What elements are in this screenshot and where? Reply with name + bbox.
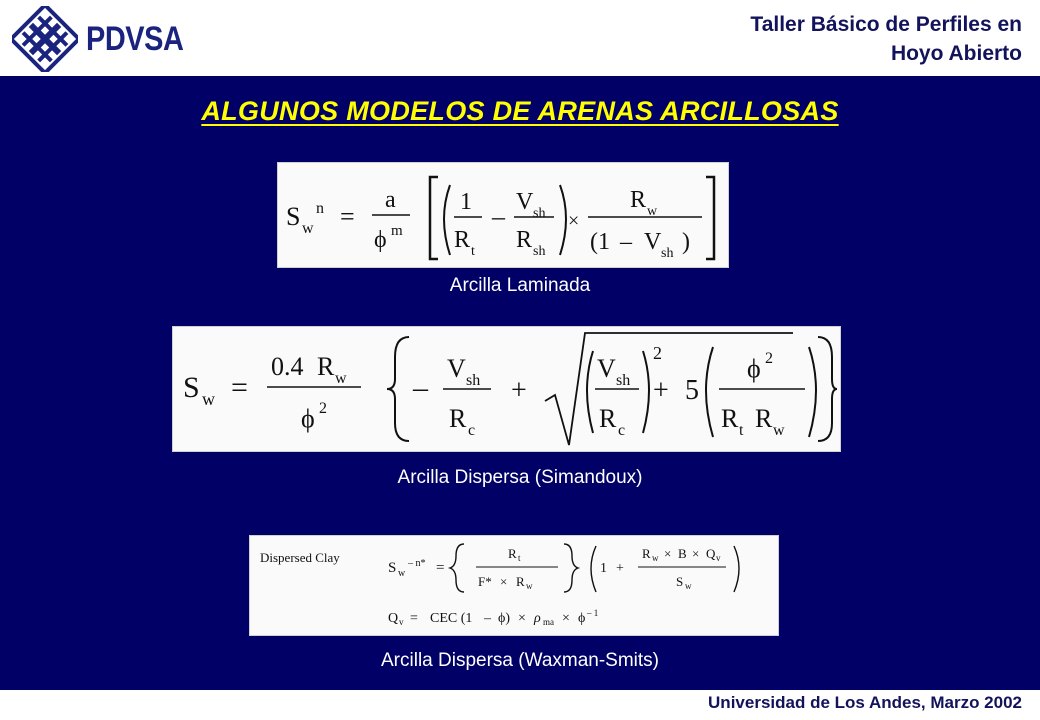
svg-text:n: n — [316, 200, 324, 217]
svg-text:1: 1 — [600, 561, 607, 576]
svg-text:sh: sh — [533, 244, 546, 259]
course-title-line2: Hoyo Abierto — [890, 42, 1022, 65]
svg-text:B: B — [678, 546, 687, 561]
svg-text:R: R — [516, 574, 525, 589]
svg-text:F*: F* — [478, 574, 492, 589]
svg-text:R: R — [454, 227, 471, 253]
svg-text:v: v — [399, 617, 404, 627]
svg-text:ϕ: ϕ — [747, 354, 761, 383]
svg-text:ρ: ρ — [534, 611, 541, 626]
header — [0, 0, 1040, 76]
svg-text:0.4: 0.4 — [271, 352, 304, 381]
svg-text:R: R — [516, 227, 533, 253]
svg-text:ϕ: ϕ — [578, 611, 586, 626]
svg-text:–: – — [492, 202, 505, 231]
svg-text:sh: sh — [533, 206, 546, 221]
svg-text:–: – — [484, 611, 491, 626]
svg-text:2: 2 — [765, 350, 773, 367]
svg-text:1: 1 — [460, 189, 472, 215]
svg-text:ma: ma — [543, 617, 554, 627]
svg-text:ϕ: ϕ — [301, 404, 315, 433]
svg-text:CEC (1: CEC (1 — [430, 611, 473, 626]
svg-text:2: 2 — [653, 343, 662, 363]
svg-text:=: = — [436, 560, 445, 576]
svg-text:+: + — [616, 561, 624, 576]
svg-text:w: w — [647, 204, 658, 219]
svg-text:–: – — [413, 371, 428, 404]
svg-text:sh: sh — [661, 246, 674, 261]
svg-text:sh: sh — [466, 372, 481, 389]
svg-text:Q: Q — [706, 546, 716, 561]
svg-text:(1: (1 — [590, 229, 610, 255]
svg-text:– n*: – n* — [408, 558, 426, 569]
caption-waxman-smits: Arcilla Dispersa (Waxman-Smits) — [381, 650, 659, 671]
svg-text:w: w — [526, 581, 533, 591]
svg-text:c: c — [468, 422, 476, 439]
svg-text:c: c — [618, 422, 626, 439]
svg-text:V: V — [644, 229, 662, 255]
svg-text:R: R — [449, 404, 467, 433]
svg-text:v: v — [716, 553, 721, 563]
slide-heading: ALGUNOS MODELOS DE ARENAS ARCILLOSAS — [201, 96, 839, 126]
svg-text:V: V — [597, 354, 616, 383]
svg-text:ϕ): ϕ) — [498, 611, 511, 626]
svg-text:m: m — [391, 223, 403, 239]
svg-text:w: w — [773, 422, 785, 439]
pdvsa-logo-icon — [12, 6, 78, 72]
logo — [12, 6, 201, 72]
svg-text:V: V — [447, 354, 466, 383]
svg-text:=: = — [410, 611, 418, 626]
svg-text:w: w — [398, 568, 406, 579]
svg-text:w: w — [202, 389, 215, 409]
svg-text:×: × — [692, 546, 700, 561]
svg-text:×: × — [518, 611, 526, 626]
svg-text:×: × — [500, 574, 508, 589]
svg-text:t: t — [471, 244, 475, 259]
svg-text:S: S — [286, 202, 301, 231]
svg-text:t: t — [518, 553, 521, 563]
svg-text:+: + — [653, 375, 669, 406]
svg-text:R: R — [317, 352, 335, 381]
svg-text:Q: Q — [388, 611, 399, 626]
svg-text:S: S — [676, 574, 684, 589]
svg-text:5: 5 — [685, 375, 699, 406]
svg-text:w: w — [652, 553, 659, 563]
svg-text:S: S — [183, 371, 200, 404]
svg-text:R: R — [721, 404, 739, 433]
svg-text:R: R — [508, 546, 517, 561]
svg-text:×: × — [568, 210, 580, 232]
svg-text:R: R — [642, 546, 651, 561]
svg-text:S: S — [388, 560, 397, 576]
svg-text:w: w — [302, 220, 314, 237]
svg-text:R: R — [630, 187, 647, 213]
svg-text:+: + — [511, 375, 527, 406]
course-title — [750, 10, 1022, 68]
svg-text:–: – — [620, 229, 632, 255]
svg-text:ϕ: ϕ — [374, 227, 387, 253]
svg-text:sh: sh — [616, 372, 631, 389]
course-title-line1: Taller Básico de Perfiles en — [750, 13, 1022, 36]
svg-text:=: = — [231, 371, 248, 404]
svg-text:R: R — [599, 404, 617, 433]
svg-text:×: × — [562, 611, 570, 626]
svg-text:=: = — [340, 202, 355, 231]
equation-simandoux — [172, 326, 841, 452]
svg-text:R: R — [755, 404, 773, 433]
svg-text:w: w — [335, 370, 347, 387]
svg-text:w: w — [685, 581, 692, 591]
equation-waxman-smits — [249, 535, 779, 636]
brand-name: PDVSA — [86, 19, 184, 58]
caption-laminated: Arcilla Laminada — [449, 275, 591, 296]
svg-text:): ) — [682, 229, 690, 255]
caption-simandoux: Arcilla Dispersa (Simandoux) — [397, 467, 643, 488]
dispersed-clay-label: Dispersed Clay — [260, 550, 340, 565]
svg-text:×: × — [664, 546, 672, 561]
equation-laminated — [277, 162, 729, 268]
svg-text:– 1: – 1 — [587, 608, 599, 618]
svg-text:V: V — [516, 189, 534, 215]
svg-text:2: 2 — [319, 400, 327, 417]
svg-text:t: t — [739, 422, 744, 439]
svg-text:a: a — [385, 187, 396, 213]
footer-text: Universidad de Los Andes, Marzo 2002 — [708, 693, 1022, 712]
